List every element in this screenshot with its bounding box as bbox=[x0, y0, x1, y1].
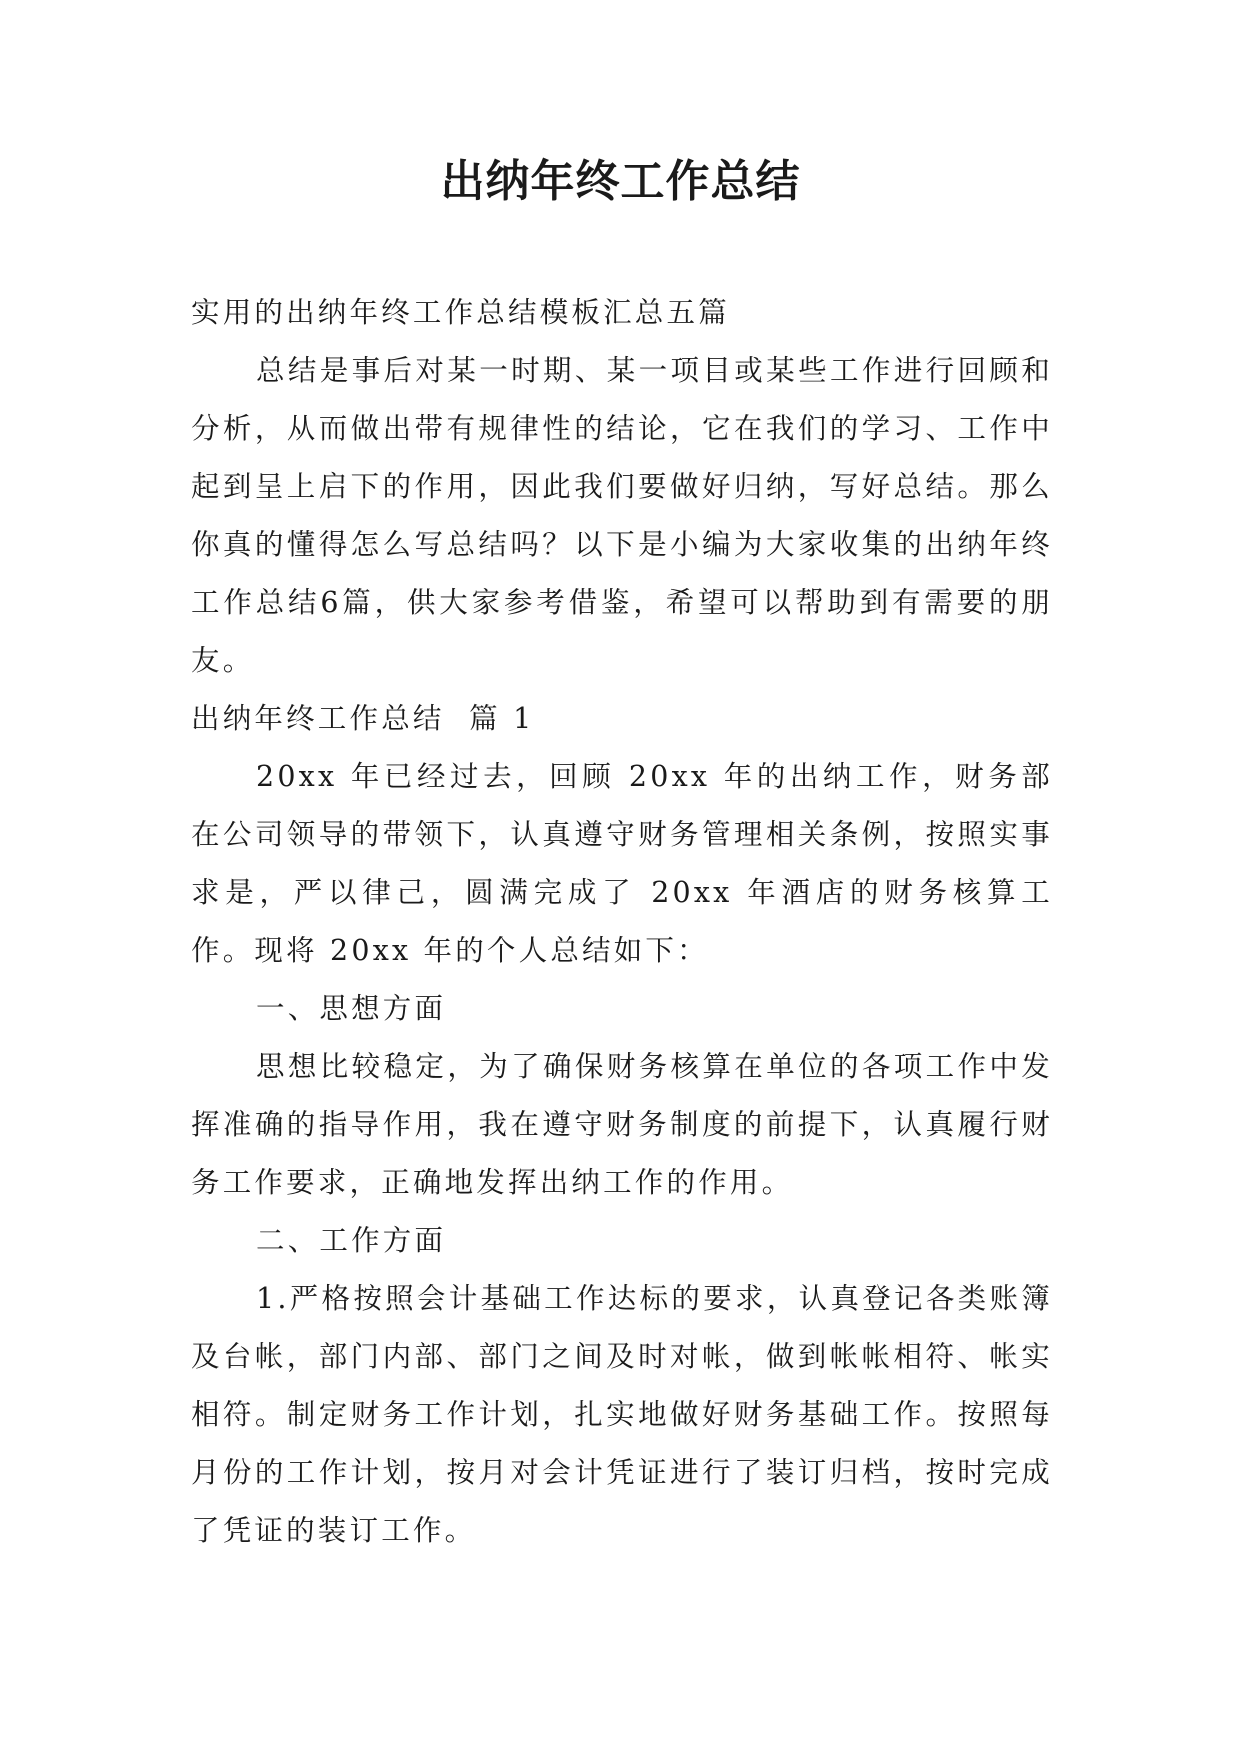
document-title: 出纳年终工作总结 bbox=[440, 156, 801, 207]
paragraph-work: 1.严格按照会计基础工作达标的要求，认真登记各类账簿及台帐，部门内部、部门之间及时对帐，做到帐帐相符、帐实相符。制定财务工作计划，扎实地做好财务基础工作。按照每月份的工作计划，按月对会计凭证进行了装订归档，按时完成了凭证的装订工作。 bbox=[191, 1282, 1053, 1547]
section-paragraph: 20xx 年已经过去，回顾 20xx 年的出纳工作，财务部在公司领导的带领下，认真遵守财务管理相关条例，按照实事求是，严以律己，圆满完成了 20xx 年酒店的财务核算工作。现将 20xx 年的个人总结如下： bbox=[191, 760, 1053, 967]
intro-paragraph: 总结是事后对某一时期、某一项目或某些工作进行回顾和分析，从而做出带有规律性的结论，它在我们的学习、工作中起到呈上启下的作用，因此我们要做好归纳，写好总结。那么你真的懂得怎么写总结吗？以下是小编为大家收集的出纳年终工作总结6篇，供大家参考借鉴，希望可以帮助到有需要的朋友。 bbox=[191, 354, 1053, 677]
paragraph-thought: 思想比较稳定，为了确保财务核算在单位的各项工作中发挥准确的指导作用，我在遵守财务制度的前提下，认真履行财务工作要求，正确地发挥出纳工作的作用。 bbox=[191, 1050, 1053, 1199]
document-body bbox=[191, 284, 1053, 1560]
document-subtitle: 实用的出纳年终工作总结模板汇总五篇 bbox=[191, 296, 730, 329]
heading-thought: 一、思想方面 bbox=[256, 992, 447, 1025]
section-heading: 出纳年终工作总结 篇 1 bbox=[191, 702, 535, 735]
heading-work: 二、工作方面 bbox=[256, 1224, 447, 1257]
